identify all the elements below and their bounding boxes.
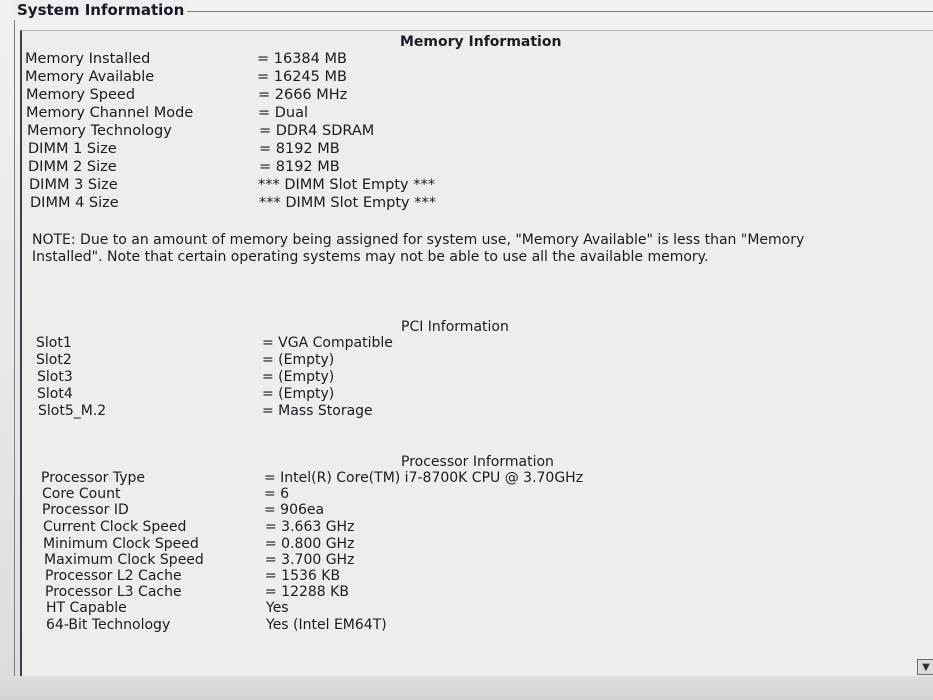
memory-value: = 16384 MB <box>257 51 347 67</box>
processor-value: = 3.663 GHz <box>265 519 355 535</box>
memory-label: Memory Installed <box>25 51 151 67</box>
processor-value: Yes <box>266 600 289 616</box>
pci-heading: PCI Information <box>401 319 509 335</box>
pci-value: = (Empty) <box>262 352 335 368</box>
processor-label: Processor L3 Cache <box>45 584 182 600</box>
memory-value: *** DIMM Slot Empty *** <box>259 195 436 211</box>
memory-value: = 16245 MB <box>257 69 347 85</box>
chevron-down-icon: ▼ <box>922 661 930 673</box>
processor-value: = 906ea <box>264 502 325 518</box>
memory-label: DIMM 4 Size <box>30 195 119 211</box>
processor-value: = 12288 KB <box>265 584 349 600</box>
processor-label: 64-Bit Technology <box>46 617 171 633</box>
processor-value: = 3.700 GHz <box>265 552 355 568</box>
memory-value: = 2666 MHz <box>258 87 348 103</box>
memory-heading: Memory Information <box>400 34 562 50</box>
pci-value: = (Empty) <box>262 386 335 402</box>
memory-label: Memory Speed <box>26 87 136 103</box>
bottom-bar <box>0 676 933 700</box>
processor-value: = Intel(R) Core(TM) i7-8700K CPU @ 3.70GHz <box>264 470 584 486</box>
processor-value: = 1536 KB <box>265 568 341 584</box>
processor-label: Maximum Clock Speed <box>44 552 204 568</box>
pci-value: = Mass Storage <box>262 403 373 419</box>
memory-label: DIMM 2 Size <box>28 159 117 175</box>
memory-label: DIMM 3 Size <box>29 177 118 193</box>
processor-value: = 0.800 GHz <box>265 536 355 552</box>
processor-value: = 6 <box>264 486 290 502</box>
processor-label: Current Clock Speed <box>43 519 187 535</box>
pci-label: Slot2 <box>36 352 72 368</box>
memory-label: Memory Technology <box>27 123 172 139</box>
memory-value: = Dual <box>258 105 309 121</box>
memory-label: DIMM 1 Size <box>28 141 117 157</box>
processor-heading: Processor Information <box>401 454 554 470</box>
processor-label: Processor Type <box>41 470 146 486</box>
window-title: System Information <box>14 0 187 20</box>
processor-label: Core Count <box>42 486 121 502</box>
memory-label: Memory Channel Mode <box>26 105 194 121</box>
memory-label: Memory Available <box>25 69 155 85</box>
pci-label: Slot3 <box>37 369 73 385</box>
pci-label: Slot1 <box>36 335 72 351</box>
pci-label: Slot5_M.2 <box>38 403 107 419</box>
processor-label: Minimum Clock Speed <box>43 536 199 552</box>
pci-value: = (Empty) <box>262 369 335 385</box>
memory-value: *** DIMM Slot Empty *** <box>258 177 435 193</box>
memory-note: NOTE: Due to an amount of memory being assigned for system use, "Memory Available" is less than "Memory Installed". Note that certain operating systems may not be able to use all the available memory. <box>32 232 805 265</box>
pci-label: Slot4 <box>37 386 73 402</box>
processor-label: HT Capable <box>46 600 127 616</box>
pci-value: = VGA Compatible <box>262 335 393 351</box>
memory-value: = 8192 MB <box>259 159 340 175</box>
processor-label: Processor ID <box>42 502 129 518</box>
scroll-down-button[interactable] <box>917 659 933 675</box>
memory-value: = DDR4 SDRAM <box>259 123 375 139</box>
processor-label: Processor L2 Cache <box>45 568 182 584</box>
memory-value: = 8192 MB <box>259 141 340 157</box>
processor-value: Yes (Intel EM64T) <box>266 617 387 633</box>
